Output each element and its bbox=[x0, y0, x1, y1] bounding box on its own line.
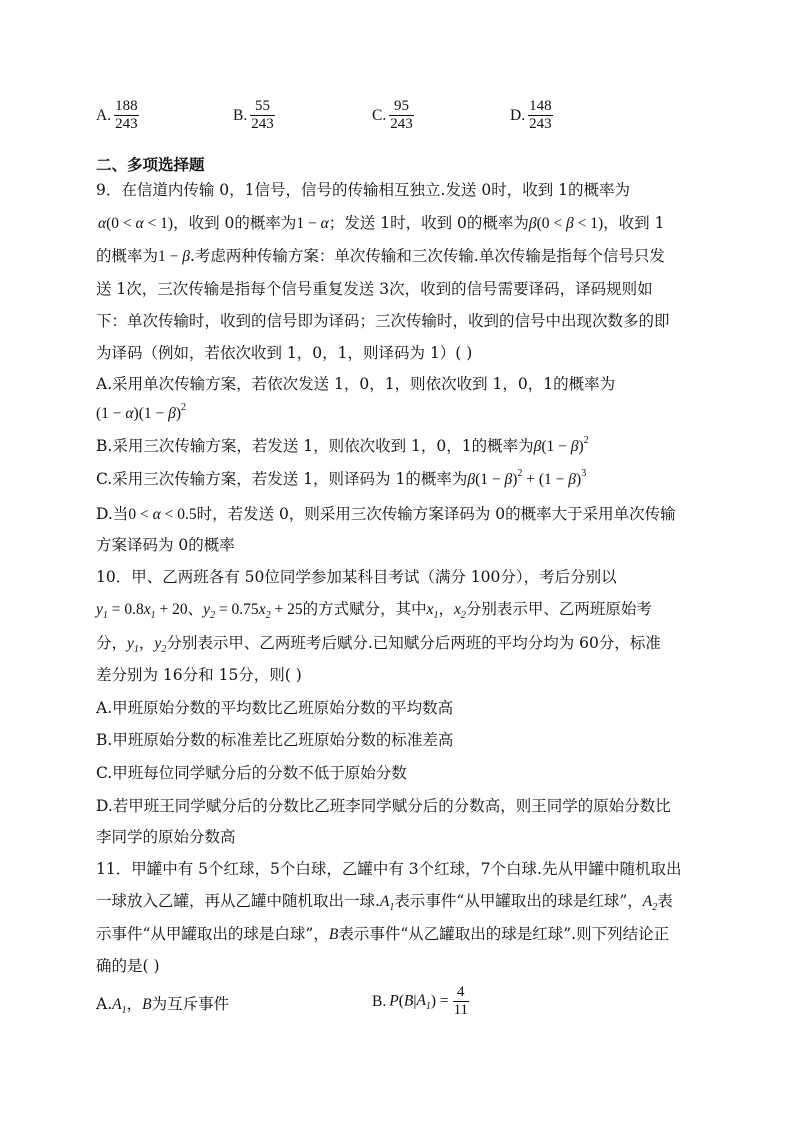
alpha-symbol: α bbox=[125, 405, 134, 422]
text-segment: 分别表示甲、乙两班原始考 bbox=[465, 600, 652, 618]
q9-option-d-line-2: 方案译码为 0的概率 bbox=[96, 536, 235, 554]
text-segment: ， bbox=[438, 600, 454, 618]
formula-part: (0 < bbox=[536, 215, 566, 232]
beta-symbol: β bbox=[182, 248, 190, 265]
q9-option-b bbox=[96, 434, 589, 456]
q8-option-d bbox=[510, 98, 553, 133]
q9-line-3 bbox=[96, 244, 665, 266]
formula-part: ) = bbox=[430, 992, 453, 1010]
text-segment: 的概率为 bbox=[96, 247, 159, 265]
text-segment: .考虑两种传输方案：单次传输和三次传输.单次传输是指每个信号只发 bbox=[190, 247, 665, 265]
beta-symbol: β bbox=[467, 471, 476, 488]
q10-line-4: 差分别为 16分和 15分，则( ) bbox=[96, 666, 302, 684]
q10-line-3 bbox=[96, 631, 661, 655]
event-b: B bbox=[403, 992, 414, 1010]
q8-option-c bbox=[372, 98, 414, 133]
q9-line-5: 下：单次传输时，收到的信号即为译码；三次传输时，收到的信号中出现次数多的即 bbox=[96, 312, 670, 330]
formula-part: (1 − bbox=[96, 405, 126, 422]
text-segment: 的方式赋分，其中 bbox=[302, 600, 427, 618]
q9-line-6: 为译码（例如，若依次收到 1，0，1，则译码为 1）( ) bbox=[96, 344, 473, 362]
q8-option-a bbox=[96, 98, 139, 133]
formula-part: = 0.8 bbox=[107, 601, 144, 618]
text-segment: B.采用三次传输方案，若发送 1，则依次收到 1，0，1的概率为 bbox=[96, 437, 534, 455]
section-title: 二、多项选择题 bbox=[96, 155, 205, 174]
fraction bbox=[453, 984, 469, 1019]
formula-part: )$^2$ + (1 − bbox=[512, 468, 569, 488]
beta-symbol: β bbox=[570, 438, 579, 455]
text-segment: 表示事件“从乙罐取出的球是红球”.则下列结论正 bbox=[338, 925, 670, 943]
option-label: A. bbox=[96, 106, 112, 124]
q10-line-1: 10．甲、乙两班各有 50位同学参加某科目考试（满分 100分），考后分别以 bbox=[96, 568, 617, 586]
denominator: 11 bbox=[453, 1002, 469, 1018]
q9-line-2 bbox=[98, 211, 664, 233]
text-segment: 表 bbox=[657, 892, 673, 910]
option-label: B. bbox=[372, 992, 387, 1010]
formula-part: 1 − bbox=[158, 248, 183, 265]
formula-part: )$^2$ bbox=[578, 435, 589, 455]
q10-option-a: A.甲班原始分数的平均数比乙班原始分数的平均数高 bbox=[96, 699, 454, 717]
event-a1: $A_1$ bbox=[416, 991, 431, 1012]
formula-part: + 25 bbox=[270, 601, 303, 618]
fraction bbox=[250, 98, 275, 133]
formula-part: )(1 − bbox=[133, 405, 169, 422]
denominator: 243 bbox=[390, 116, 413, 132]
beta-symbol: β bbox=[168, 405, 176, 422]
q11-option-b bbox=[372, 984, 469, 1019]
var-x2: $x_2$ bbox=[258, 601, 271, 621]
var-x2: $x_2$ bbox=[454, 601, 466, 621]
q9-option-a-formula bbox=[96, 402, 186, 423]
beta-symbol: β bbox=[568, 471, 577, 488]
formula-alpha-range: α bbox=[98, 215, 107, 232]
event-a1: $A_1$ bbox=[112, 996, 127, 1016]
numerator: 148 bbox=[529, 98, 552, 114]
formula-part: (1 − bbox=[541, 438, 571, 455]
fraction bbox=[389, 98, 414, 133]
q11-line-2 bbox=[96, 889, 673, 913]
text-segment: 一球放入乙罐，再从乙罐中随机取出一球. bbox=[96, 892, 380, 910]
numerator: 188 bbox=[115, 98, 138, 114]
q8-option-b bbox=[233, 98, 275, 133]
event-b: B bbox=[142, 996, 152, 1013]
formula-one-minus-alpha: 1 − bbox=[296, 215, 321, 232]
denominator: 243 bbox=[529, 116, 552, 132]
q11-line-3 bbox=[96, 922, 669, 944]
var-y2: $y_2$ bbox=[154, 635, 167, 655]
fraction bbox=[528, 98, 553, 133]
text-segment: 分， bbox=[96, 634, 128, 652]
beta-symbol: β bbox=[566, 215, 574, 232]
var-x1: $x_1$ bbox=[426, 601, 439, 621]
formula-part: | bbox=[413, 992, 417, 1010]
text-segment: 为互斥事件 bbox=[151, 995, 230, 1013]
formula-part: ( bbox=[398, 992, 404, 1010]
var-y1: $y_1$ bbox=[127, 635, 139, 655]
q9-option-a: A.采用单次传输方案，若依次发送 1，0，1，则依次收到 1，0，1的概率为 bbox=[96, 375, 616, 393]
denominator: 243 bbox=[115, 116, 138, 132]
formula-part: (1 − bbox=[475, 471, 505, 488]
q10-option-c: C.甲班每位同学赋分后的分数不低于原始分数 bbox=[96, 764, 407, 782]
q11-option-a bbox=[96, 992, 229, 1016]
q10-line-2 bbox=[96, 597, 652, 621]
event-b: B bbox=[328, 926, 339, 943]
event-a2: $A_2$ bbox=[642, 893, 658, 913]
numerator: 95 bbox=[389, 98, 414, 116]
alpha-symbol: α bbox=[152, 506, 161, 523]
q11-line-1: 11．甲罐中有 5个红球，5个白球，乙罐中有 3个红球，7个白球.先从甲罐中随机取出 bbox=[96, 860, 682, 878]
q9-option-d bbox=[96, 502, 676, 524]
text-segment: ；发送 1时，收到 0的概率为 bbox=[328, 214, 529, 232]
formula-part: 0 < bbox=[128, 506, 153, 523]
option-label: B. bbox=[233, 106, 248, 124]
alpha-symbol: α bbox=[320, 215, 329, 232]
q10-option-d: D.若甲班王同学赋分后的分数比乙班李同学赋分后的分数高，则王同学的原始分数比 bbox=[96, 797, 671, 815]
text-segment: D.当 bbox=[96, 505, 129, 523]
numerator: 55 bbox=[250, 98, 275, 116]
text-segment: ，收到 1 bbox=[603, 214, 665, 232]
event-a1: $A_1$ bbox=[379, 893, 395, 913]
beta-symbol: β bbox=[528, 215, 537, 232]
var-x1: $x_1$ bbox=[143, 601, 156, 621]
q9-option-c bbox=[96, 467, 586, 489]
text-segment: C.采用三次传输方案，若发送 1，则译码为 1的概率为 bbox=[96, 470, 468, 488]
text-segment: 、 bbox=[187, 600, 204, 618]
beta-symbol: β bbox=[533, 438, 542, 455]
numerator: 4 bbox=[453, 984, 469, 1002]
formula-part: )$^3$ bbox=[576, 468, 587, 488]
q10-option-b: B.甲班原始分数的标准差比乙班原始分数的标准差高 bbox=[96, 731, 454, 749]
beta-symbol: β bbox=[504, 471, 513, 488]
option-label: D. bbox=[510, 106, 526, 124]
text-segment: ，收到 0的概率为 bbox=[173, 214, 297, 232]
text-segment: 分别表示甲、乙两班考后赋分.已知赋分后两班的平均分均为 60分，标准 bbox=[166, 634, 661, 652]
conditional-prob: P bbox=[389, 992, 399, 1010]
option-label: C. bbox=[372, 106, 387, 124]
formula-part: + 20 bbox=[155, 601, 188, 618]
formula-part: = 0.75 bbox=[215, 601, 259, 618]
q9-line-4: 送 1次，三次传输是指每个信号重复发送 3次，收到的信号需要译码，译码规则如 bbox=[96, 280, 653, 298]
formula-part: )$^2$ bbox=[175, 402, 187, 422]
q11-line-4: 确的是( ) bbox=[96, 957, 160, 975]
formula-part: < 1) bbox=[143, 215, 174, 232]
denominator: 243 bbox=[251, 116, 274, 132]
text-segment: 示事件“从甲罐取出的球是白球”， bbox=[96, 925, 329, 943]
q10-option-d-line-2: 李同学的原始分数高 bbox=[96, 828, 236, 846]
alpha-symbol: α bbox=[135, 215, 144, 232]
formula-part: < 1) bbox=[573, 215, 604, 232]
var-y2: $y_2$ bbox=[203, 601, 216, 621]
text-segment: ， bbox=[138, 634, 155, 652]
text-segment: 表示事件“从甲罐取出的球是红球”， bbox=[394, 892, 643, 910]
formula-part: ， bbox=[126, 996, 143, 1013]
q9-line-1: 9．在信道内传输 0，1信号，信号的传输相互独立.发送 0时，收到 1的概率为 bbox=[96, 181, 631, 199]
fraction bbox=[114, 98, 139, 133]
formula-part: < 0.5 bbox=[160, 506, 197, 523]
var-y1: $y_1$ bbox=[96, 601, 108, 621]
formula-alpha-range-tail: (0 < bbox=[106, 215, 136, 232]
text-segment: 时，若发送 0，则采用三次传输方案译码为 0的概率大于采用单次传输 bbox=[196, 505, 676, 523]
option-label: A. bbox=[96, 995, 113, 1013]
